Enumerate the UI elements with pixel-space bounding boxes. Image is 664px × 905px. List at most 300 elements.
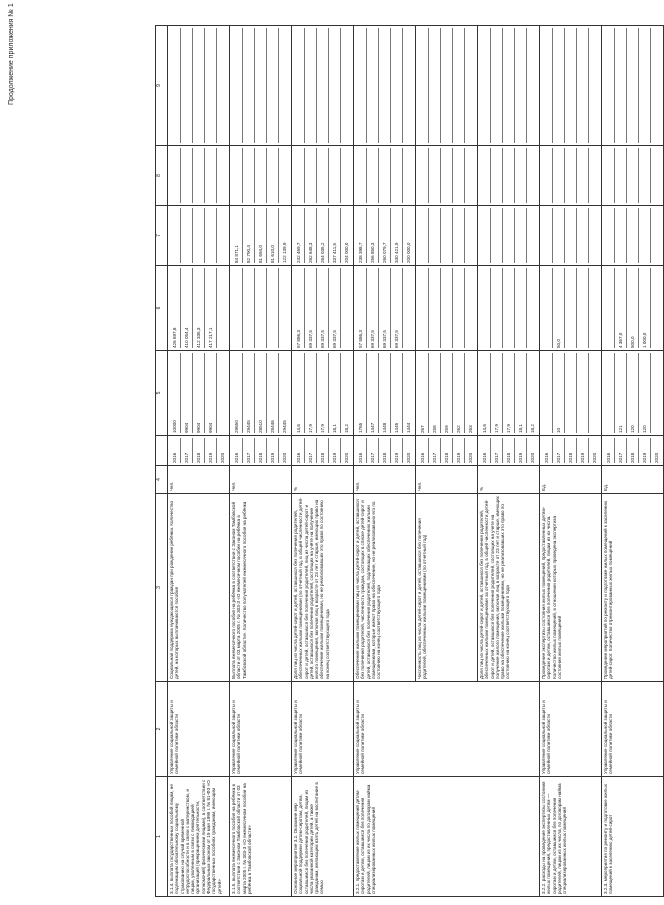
column-header: 7 (156, 206, 168, 266)
value-entry (465, 148, 476, 203)
column-header: 5 (156, 351, 168, 436)
value-entry: 9904 (181, 353, 193, 433)
value-entry: 258 (429, 353, 441, 433)
value-entry (603, 208, 615, 263)
indicator-text: Численность лиц из числа детей-сирот и детей, оставшихся без попечения родителей, обеспеченных жилыми помещениями (по отчетный год) (417, 518, 428, 679)
value-entry (279, 148, 290, 203)
value-entry: 412 335,3 (193, 268, 205, 348)
value-cell (602, 266, 664, 351)
executor-cell (602, 682, 664, 777)
value-entry (577, 28, 589, 143)
value-cell (230, 146, 292, 206)
value-entry: 256 850,3 (367, 208, 379, 263)
value-entry: 264 035,2 (317, 208, 329, 263)
page-heading: Продолжение приложения № 1 (8, 3, 15, 105)
value-entry (279, 28, 290, 143)
executor-text: Управление социальной защиты и семейной политики области (293, 700, 304, 774)
indicator-text: Доля лиц из числа детей-сирот и детей, оставшихся без попечения родителей, обеспеченных жилыми помещениями за отчетный год, в общей численности детей-сирот и детей, оставшихся без попечения родителей, состоящих на учете на получение жилого помещения, включая лиц в возрасте от 23 лет и старше, имеющих право на обеспечение жилыми помещениями, но не реализовавших это право по состоянию на конец соответствующего года (479, 496, 511, 679)
value-entry (403, 28, 414, 143)
value-entry: 69 337,5 (379, 268, 391, 348)
value-entry (577, 148, 589, 203)
column-header: 9 (156, 26, 168, 146)
value-cell (602, 26, 664, 146)
value-entry (305, 148, 317, 203)
executor-cell (354, 682, 540, 777)
executor-text: Управление социальной защиты и семейной политики области (603, 700, 614, 774)
value-entry: 82 790,4 (243, 208, 255, 263)
value-cell (416, 146, 478, 206)
value-entry (367, 28, 379, 143)
value-entry: 1448 (379, 353, 391, 433)
measure-cell (354, 777, 540, 897)
value-entry: 262 (453, 353, 465, 433)
value-entry (181, 28, 193, 143)
value-entry: 1 000,0 (639, 268, 651, 348)
value-entry (491, 268, 503, 348)
value-entry (305, 28, 317, 143)
value-entry (217, 353, 228, 433)
value-entry (417, 268, 429, 348)
value-cell (478, 26, 540, 146)
value-entry: 410 054,4 (181, 268, 193, 348)
value-entry: 28510 (255, 353, 267, 433)
value-entry: 1445 (391, 353, 403, 433)
value-entry (527, 148, 538, 203)
year-label: 2016 (169, 438, 181, 463)
value-cell (540, 206, 602, 266)
value-entry: 1447 (367, 353, 379, 433)
value-entry (503, 28, 515, 143)
value-entry: 337 411,5 (329, 208, 341, 263)
value-entry (205, 28, 217, 143)
value-entry: 29445 (243, 353, 255, 433)
value-entry (465, 28, 476, 143)
value-entry (317, 148, 329, 203)
year-label: 2016 (417, 438, 429, 463)
year-label: 2018 (193, 438, 205, 463)
value-entry (181, 208, 193, 263)
value-entry (441, 208, 453, 263)
value-entry: 50,0 (553, 268, 565, 348)
value-entry (329, 28, 341, 143)
value-cell (168, 266, 230, 351)
year-label: 2018 (503, 438, 515, 463)
value-entry: 14,6 (293, 353, 305, 433)
table-row (230, 26, 292, 897)
value-cell (292, 146, 354, 206)
value-cell (168, 146, 230, 206)
value-entry (603, 268, 615, 348)
value-cell (354, 146, 416, 206)
year-label: 2018 (565, 438, 577, 463)
measure-cell (230, 777, 292, 897)
value-entry (379, 28, 391, 143)
value-cell (540, 26, 602, 146)
measure-text: 3.2.1. предоставление жилых помещений детям-сиротам и детям, оставшимся без попечения родителей, лицам из их числа по договорам найма специализированных жилых помещений (355, 784, 376, 894)
value-cell (602, 146, 664, 206)
value-entry (541, 353, 553, 433)
year-label: 2017 (553, 438, 565, 463)
value-entry: 10000 (169, 353, 181, 433)
value-entry (217, 208, 228, 263)
value-entry (429, 208, 441, 263)
value-entry: 18,2 (530, 424, 535, 433)
value-entry (293, 28, 305, 143)
indicator-text: Выплата ежемесячного пособия на ребёнка в соответствии с Законом Тамбовской области от 03 марта 2005 г. № 303-З «О ежемесячном пособии на ребёнка в Тамбовской области». Количество получателей ежемесячного пособия на ребёнка (231, 501, 247, 679)
indicator-text: Обеспечение жилыми помещениями лиц из числа детей-сирот и детей, оставшихся без попечения родителей, численность граждан, состоящих в списке детей-сирот и детей, оставшихся без попечения родителей, подлежащих обеспечению жилыми помещениями, которые имеют право на обеспечение, но не реализовавших его по состоянию на конец соответствующего года (355, 499, 382, 679)
year-label: 2019 (515, 438, 527, 463)
value-entry (465, 268, 476, 348)
column-header: 2 (156, 682, 168, 777)
value-entry (589, 268, 600, 348)
year-label: 2020 (406, 452, 411, 463)
value-cell (416, 206, 478, 266)
value-entry (589, 208, 600, 263)
year-label: 2016 (355, 438, 367, 463)
measure-cell (602, 777, 664, 897)
unit-cell: Чел. (416, 466, 478, 494)
value-entry (651, 148, 662, 203)
value-cell (540, 266, 602, 351)
indicator-text: Проведение экспертизы состояния жилых помещений, предоставленных детям-сиротам и детям, оставшимся без попечения родителей, лицам из их числа. Количество жилых помещений, в отношении которых проведена экспертиза состояния жилых помещений (541, 506, 562, 679)
value-entry: 29445 (282, 420, 287, 433)
unit-cell: Ед. (540, 466, 602, 494)
value-entry (479, 208, 491, 263)
executor-cell (230, 682, 292, 777)
measure-cell (168, 777, 230, 897)
year-cell (540, 436, 602, 466)
value-entry (491, 208, 503, 263)
value-entry (391, 148, 403, 203)
year-label: 2020 (468, 452, 473, 463)
value-entry (651, 208, 662, 263)
year-label: 2016 (479, 438, 491, 463)
value-entry: 57 886,3 (355, 268, 367, 348)
table-row (168, 26, 230, 897)
value-entry (603, 28, 615, 143)
value-entry (341, 28, 352, 143)
value-entry (615, 148, 627, 203)
unit-cell: Чел. (168, 466, 230, 494)
indicator-cell (478, 494, 540, 682)
value-entry (417, 28, 429, 143)
value-entry (565, 28, 577, 143)
value-entry (465, 208, 476, 263)
year-cell (354, 436, 416, 466)
value-entry: 17,9 (305, 353, 317, 433)
year-label: 2019 (391, 438, 403, 463)
value-entry (317, 28, 329, 143)
value-entry (341, 268, 352, 348)
year-label: 2017 (429, 438, 441, 463)
value-entry (429, 28, 441, 143)
value-cell (416, 351, 478, 436)
value-entry: 200 000,0 (406, 242, 411, 263)
unit-cell: % (292, 466, 354, 494)
value-cell (478, 206, 540, 266)
value-entry (231, 268, 243, 348)
value-entry: 69 337,5 (317, 268, 329, 348)
value-entry: 69 337,5 (391, 268, 403, 348)
unit-cell: Чел. (230, 466, 292, 494)
value-cell (354, 26, 416, 146)
value-entry (379, 148, 391, 203)
value-entry (627, 148, 639, 203)
value-cell (168, 26, 230, 146)
value-entry: 120 (639, 353, 651, 433)
value-entry (565, 268, 577, 348)
value-entry (169, 28, 181, 143)
indicator-text: Проведение мероприятий по ремонту и подготовке жилых помещений к заселению детей-сирот. Количество отремонтированных жилых помещений (603, 500, 614, 679)
year-cell (230, 436, 292, 466)
value-entry (541, 28, 553, 143)
value-entry (577, 208, 589, 263)
value-cell (354, 351, 416, 436)
value-entry: 10 (553, 353, 565, 433)
indicator-text: Социальная поддержка нуждающихся граждан при рождении ребёнка. Количество детей, на которых выплачиваются пособия (169, 500, 180, 679)
value-cell (354, 266, 416, 351)
value-entry: 84 871,1 (231, 208, 243, 263)
value-entry: 262 648,3 (305, 208, 317, 263)
value-entry (193, 28, 205, 143)
value-entry: 1765 (355, 353, 367, 433)
value-cell (602, 351, 664, 436)
value-entry (589, 353, 600, 433)
year-label: 2020 (282, 452, 287, 463)
year-label: 2018 (255, 438, 267, 463)
value-cell (168, 206, 230, 266)
value-entry (651, 353, 662, 433)
value-entry (169, 148, 181, 203)
measure-text: 3.2.3. мероприятия по ремонту и подготовке жилых помещений к заселению детей-сирот (603, 784, 614, 894)
value-entry (627, 28, 639, 143)
value-entry: 260 079,7 (379, 208, 391, 263)
value-cell (168, 351, 230, 436)
indicator-cell (416, 494, 478, 682)
value-cell (292, 206, 354, 266)
value-entry (243, 148, 255, 203)
indicator-cell (540, 494, 602, 682)
value-entry (193, 148, 205, 203)
year-label: 2017 (305, 438, 317, 463)
year-cell (168, 436, 230, 466)
value-entry (527, 268, 538, 348)
value-entry (267, 268, 279, 348)
value-entry (541, 148, 553, 203)
value-cell (416, 26, 478, 146)
column-header: 6 (156, 266, 168, 351)
year-label: 2016 (541, 438, 553, 463)
value-entry (503, 268, 515, 348)
executor-text: Управление социальной защиты и семейной политики области (169, 700, 180, 774)
value-entry (169, 208, 181, 263)
column-header: 1 (156, 777, 168, 897)
value-entry (267, 148, 279, 203)
value-cell (354, 206, 416, 266)
unit-cell: Ед. (602, 466, 664, 494)
value-entry (217, 148, 228, 203)
value-entry: 1444 (406, 422, 411, 433)
year-label: 2019 (267, 438, 279, 463)
value-entry: 204 000,0 (344, 242, 349, 263)
value-entry: 330 421,9 (391, 208, 403, 263)
year-label: 2019 (639, 438, 651, 463)
value-cell (230, 266, 292, 351)
value-entry (429, 148, 441, 203)
value-entry: 17,9 (491, 353, 503, 433)
value-entry (453, 208, 465, 263)
measure-cell (292, 777, 354, 897)
value-entry: 426 697,8 (169, 268, 181, 348)
value-entry (565, 148, 577, 203)
executor-text: Управление социальной защиты и семейной политики области (355, 700, 366, 774)
value-entry (453, 268, 465, 348)
column-header: 4 (156, 466, 168, 494)
value-entry (527, 28, 538, 143)
value-entry: 417 217,1 (205, 268, 217, 348)
year-cell (478, 436, 540, 466)
value-entry (255, 268, 267, 348)
year-label: 2020 (220, 452, 225, 463)
value-cell (416, 266, 478, 351)
value-cell (292, 351, 354, 436)
value-entry (541, 208, 553, 263)
value-entry (553, 208, 565, 263)
value-entry (267, 28, 279, 143)
year-label: 2020 (654, 452, 659, 463)
value-entry (479, 268, 491, 348)
table-row (292, 26, 354, 897)
value-entry (515, 148, 527, 203)
value-entry (181, 148, 193, 203)
value-entry: 17,9 (317, 353, 329, 433)
value-entry (205, 208, 217, 263)
value-entry: 69 337,5 (367, 268, 379, 348)
value-entry (355, 28, 367, 143)
value-entry (429, 268, 441, 348)
year-label: 2020 (344, 452, 349, 463)
year-label: 2019 (329, 438, 341, 463)
value-entry (279, 268, 290, 348)
measure-text: Основное мероприятие 3.2. Оказание мер социальной поддержки детям-сиротам, детям, оставшимся без попечения родителей, лицам из числа указанной категории детей, а также гражданам, желающим взять детей на воспитание в семью (293, 782, 325, 894)
value-entry: 57 886,3 (293, 268, 305, 348)
value-cell (478, 351, 540, 436)
value-entry: 259 (441, 353, 453, 433)
table-row (354, 26, 416, 897)
year-label: 2019 (577, 438, 589, 463)
measure-text: 3.2.2. расходы на проведение экспертизы состояния жилых помещений, предоставленных детям — сиротам и детям, оставшимся без попечения родителей, лицам из их числа, по договорам найма специализированных жилых помещений (541, 781, 568, 894)
value-entry (441, 148, 453, 203)
value-entry (515, 268, 527, 348)
value-entry (491, 28, 503, 143)
year-label: 2019 (205, 438, 217, 463)
value-cell (602, 206, 664, 266)
value-entry: 120 (627, 353, 639, 433)
table-body (168, 26, 664, 897)
value-entry (479, 148, 491, 203)
year-label: 2016 (231, 438, 243, 463)
value-entry (441, 28, 453, 143)
value-entry (417, 148, 429, 203)
executor-cell (168, 682, 230, 777)
value-entry (565, 208, 577, 263)
value-entry (651, 28, 662, 143)
value-entry (293, 148, 305, 203)
value-entry (553, 148, 565, 203)
year-label: 2020 (530, 452, 535, 463)
value-entry: 81 694,0 (255, 208, 267, 263)
value-entry (231, 28, 243, 143)
executor-text: Управление социальной защиты и семейной политики области (231, 700, 242, 774)
unit-cell: % (478, 466, 540, 494)
year-label: 2018 (627, 438, 639, 463)
value-entry (217, 28, 228, 143)
value-cell (292, 26, 354, 146)
value-cell (540, 146, 602, 206)
value-entry (639, 28, 651, 143)
year-label: 2018 (379, 438, 391, 463)
value-entry: 18,1 (515, 353, 527, 433)
value-entry: 18,2 (344, 424, 349, 433)
value-entry (205, 148, 217, 203)
value-entry (577, 353, 589, 433)
year-label: 2018 (317, 438, 329, 463)
value-entry (603, 353, 615, 433)
indicator-cell (168, 494, 230, 682)
value-entry (503, 148, 515, 203)
year-label: 2016 (603, 438, 615, 463)
value-entry (391, 28, 403, 143)
value-entry: 500,0 (627, 268, 639, 348)
value-entry (255, 28, 267, 143)
program-table (155, 25, 664, 897)
value-entry: 81 610,0 (267, 208, 279, 263)
unit-cell: Чел. (354, 466, 416, 494)
value-entry (417, 208, 429, 263)
value-entry (603, 148, 615, 203)
indicator-text: Доля лиц из числа детей-сирот и детей, оставшихся без попечения родителей, обеспеченных жилыми помещениями (по отчетный год, в общей численности детей-сирот и детей, оставшихся без попечения родителей, лиц из числа детей-сирот и детей, оставшихся без попечения родителей, состоящих на учёте на получение жилого помещения, включая лиц в возрасте от 23 лет и старше, имеющих право на обеспечение жилыми помещениями, но не реализовавших это право по состоянию на конец соответствующего года (293, 497, 330, 679)
value-cell (540, 351, 602, 436)
table-row (602, 26, 664, 897)
indicator-cell (292, 494, 354, 682)
measure-text: 3.1.4. выплата государственных пособий лицам, не подлежащим обязательному социальному страхованию на случай временной нетрудоспособности и в связи с материнством, и лицам, уволенным в связи с ликвидацией организаций (прекращением деятельности, полномочий) физическими лицами), в соответствии с Федеральным законом от 19 мая 1995 г. № 81-ФЗ «О государственных пособиях гражданам, имеющим детей» (169, 779, 222, 894)
value-entry: 9904 (205, 353, 217, 433)
measure-cell (540, 777, 602, 897)
column-header: 3 (156, 494, 168, 682)
value-entry: 9904 (193, 353, 205, 433)
year-label: 2016 (293, 438, 305, 463)
year-cell (602, 436, 664, 466)
value-entry: 238 398,7 (355, 208, 367, 263)
value-cell (478, 146, 540, 206)
value-entry (639, 208, 651, 263)
year-label: 2019 (453, 438, 465, 463)
value-entry (217, 268, 228, 348)
year-label: 2018 (441, 438, 453, 463)
value-entry: 29650 (231, 353, 243, 433)
year-label: 2020 (592, 452, 597, 463)
value-entry (255, 148, 267, 203)
value-entry (515, 208, 527, 263)
value-entry: 4 367,0 (615, 268, 627, 348)
indicator-cell (602, 494, 664, 682)
indicator-cell (354, 494, 416, 682)
value-entry (565, 353, 577, 433)
value-cell (478, 266, 540, 351)
value-entry: 121 (615, 353, 627, 433)
executor-text: Управление социальной защиты и семейной политики области (541, 700, 552, 774)
indicator-cell (230, 494, 292, 682)
